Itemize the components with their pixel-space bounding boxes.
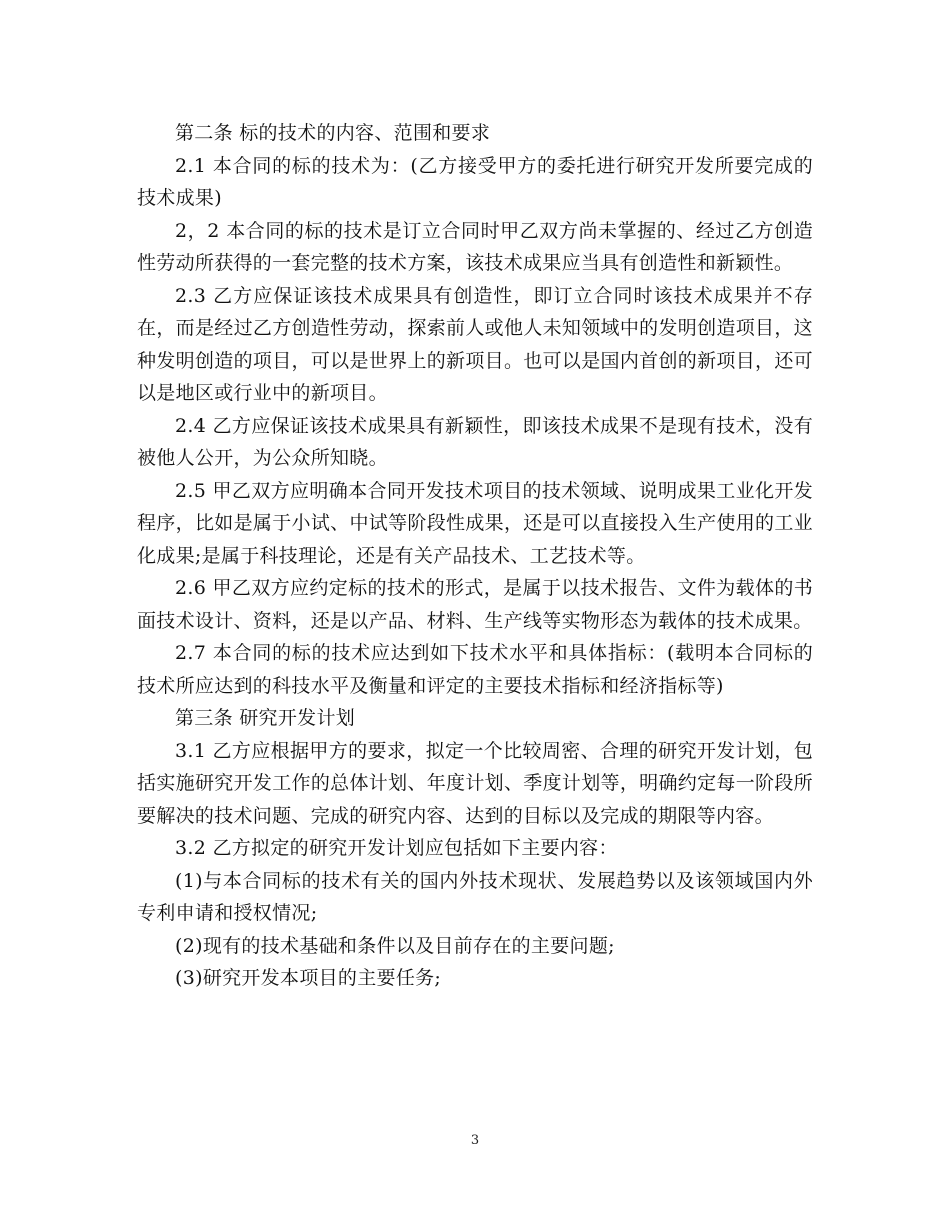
list-item-2: (2)现有的技术基础和条件以及目前存在的主要问题; <box>175 934 615 957</box>
section-heading-article-2: 第二条 标的技术的内容、范围和要求 <box>175 122 491 144</box>
clause-2-2: 2，2 本合同的标的技术是订立合同时甲乙双方尚未掌握的、经过乙方创造性劳动所获得的一套完整的技术方案，该技术成果应当具有创造性和新颖性。 <box>137 219 813 274</box>
clause-2-5: 2.5 甲乙双方应明确本合同开发技术项目的技术领域、说明成果工业化开发程序，比如是属于小试、中试等阶段性成果，还是可以直接投入生产使用的工业化成果;是属于科技理论，还是有关产品技术、工艺技术等。 <box>137 479 813 567</box>
list-item-3: (3)研究开发本项目的主要任务; <box>175 967 442 989</box>
section-heading-article-3: 第三条 研究开发计划 <box>175 707 356 729</box>
clause-2-7: 2.7 本合同的标的技术应达到如下技术水平和具体指标：(载明本合同标的技术所应达到的科技水平及衡量和评定的主要技术指标和经济指标等) <box>137 642 813 697</box>
clause-2-1: 2.1 本合同的标的技术为：(乙方接受甲方的委托进行研究开发所要完成的技术成果) <box>137 154 813 209</box>
clause-2-4: 2.4 乙方应保证该技术成果具有新颖性，即该技术成果不是现有技术，没有被他人公开，为公众所知晓。 <box>137 414 813 469</box>
clause-2-3: 2.3 乙方应保证该技术成果具有创造性，即订立合同时该技术成果并不存在，而是经过乙方创造性劳动，探索前人或他人未知领域中的发明创造项目，这种发明创造的项目，可以是世界上的新项目。也可以是国内首创的新项目，还可以是地区或行业中的新项目。 <box>137 284 813 404</box>
clause-3-2: 3.2 乙方拟定的研究开发计划应包括如下主要内容： <box>175 837 618 859</box>
list-item-1: (1)与本合同标的技术有关的国内外技术现状、发展趋势以及该领域国内外专利申请和授权情况; <box>137 869 813 924</box>
clause-2-6: 2.6 甲乙双方应约定标的技术的形式，是属于以技术报告、文件为载体的书面技术设计、资料，还是以产品、材料、生产线等实物形态为载体的技术成果。 <box>137 577 813 632</box>
document-body <box>137 117 813 995</box>
clause-3-1: 3.1 乙方应根据甲方的要求，拟定一个比较周密、合理的研究开发计划，包括实施研究开发工作的总体计划、年度计划、季度计划等，明确约定每一阶段所要解决的技术问题、完成的研究内容、达到的目标以及完成的期限等内容。 <box>137 739 813 827</box>
page-number: 3 <box>470 1133 480 1148</box>
